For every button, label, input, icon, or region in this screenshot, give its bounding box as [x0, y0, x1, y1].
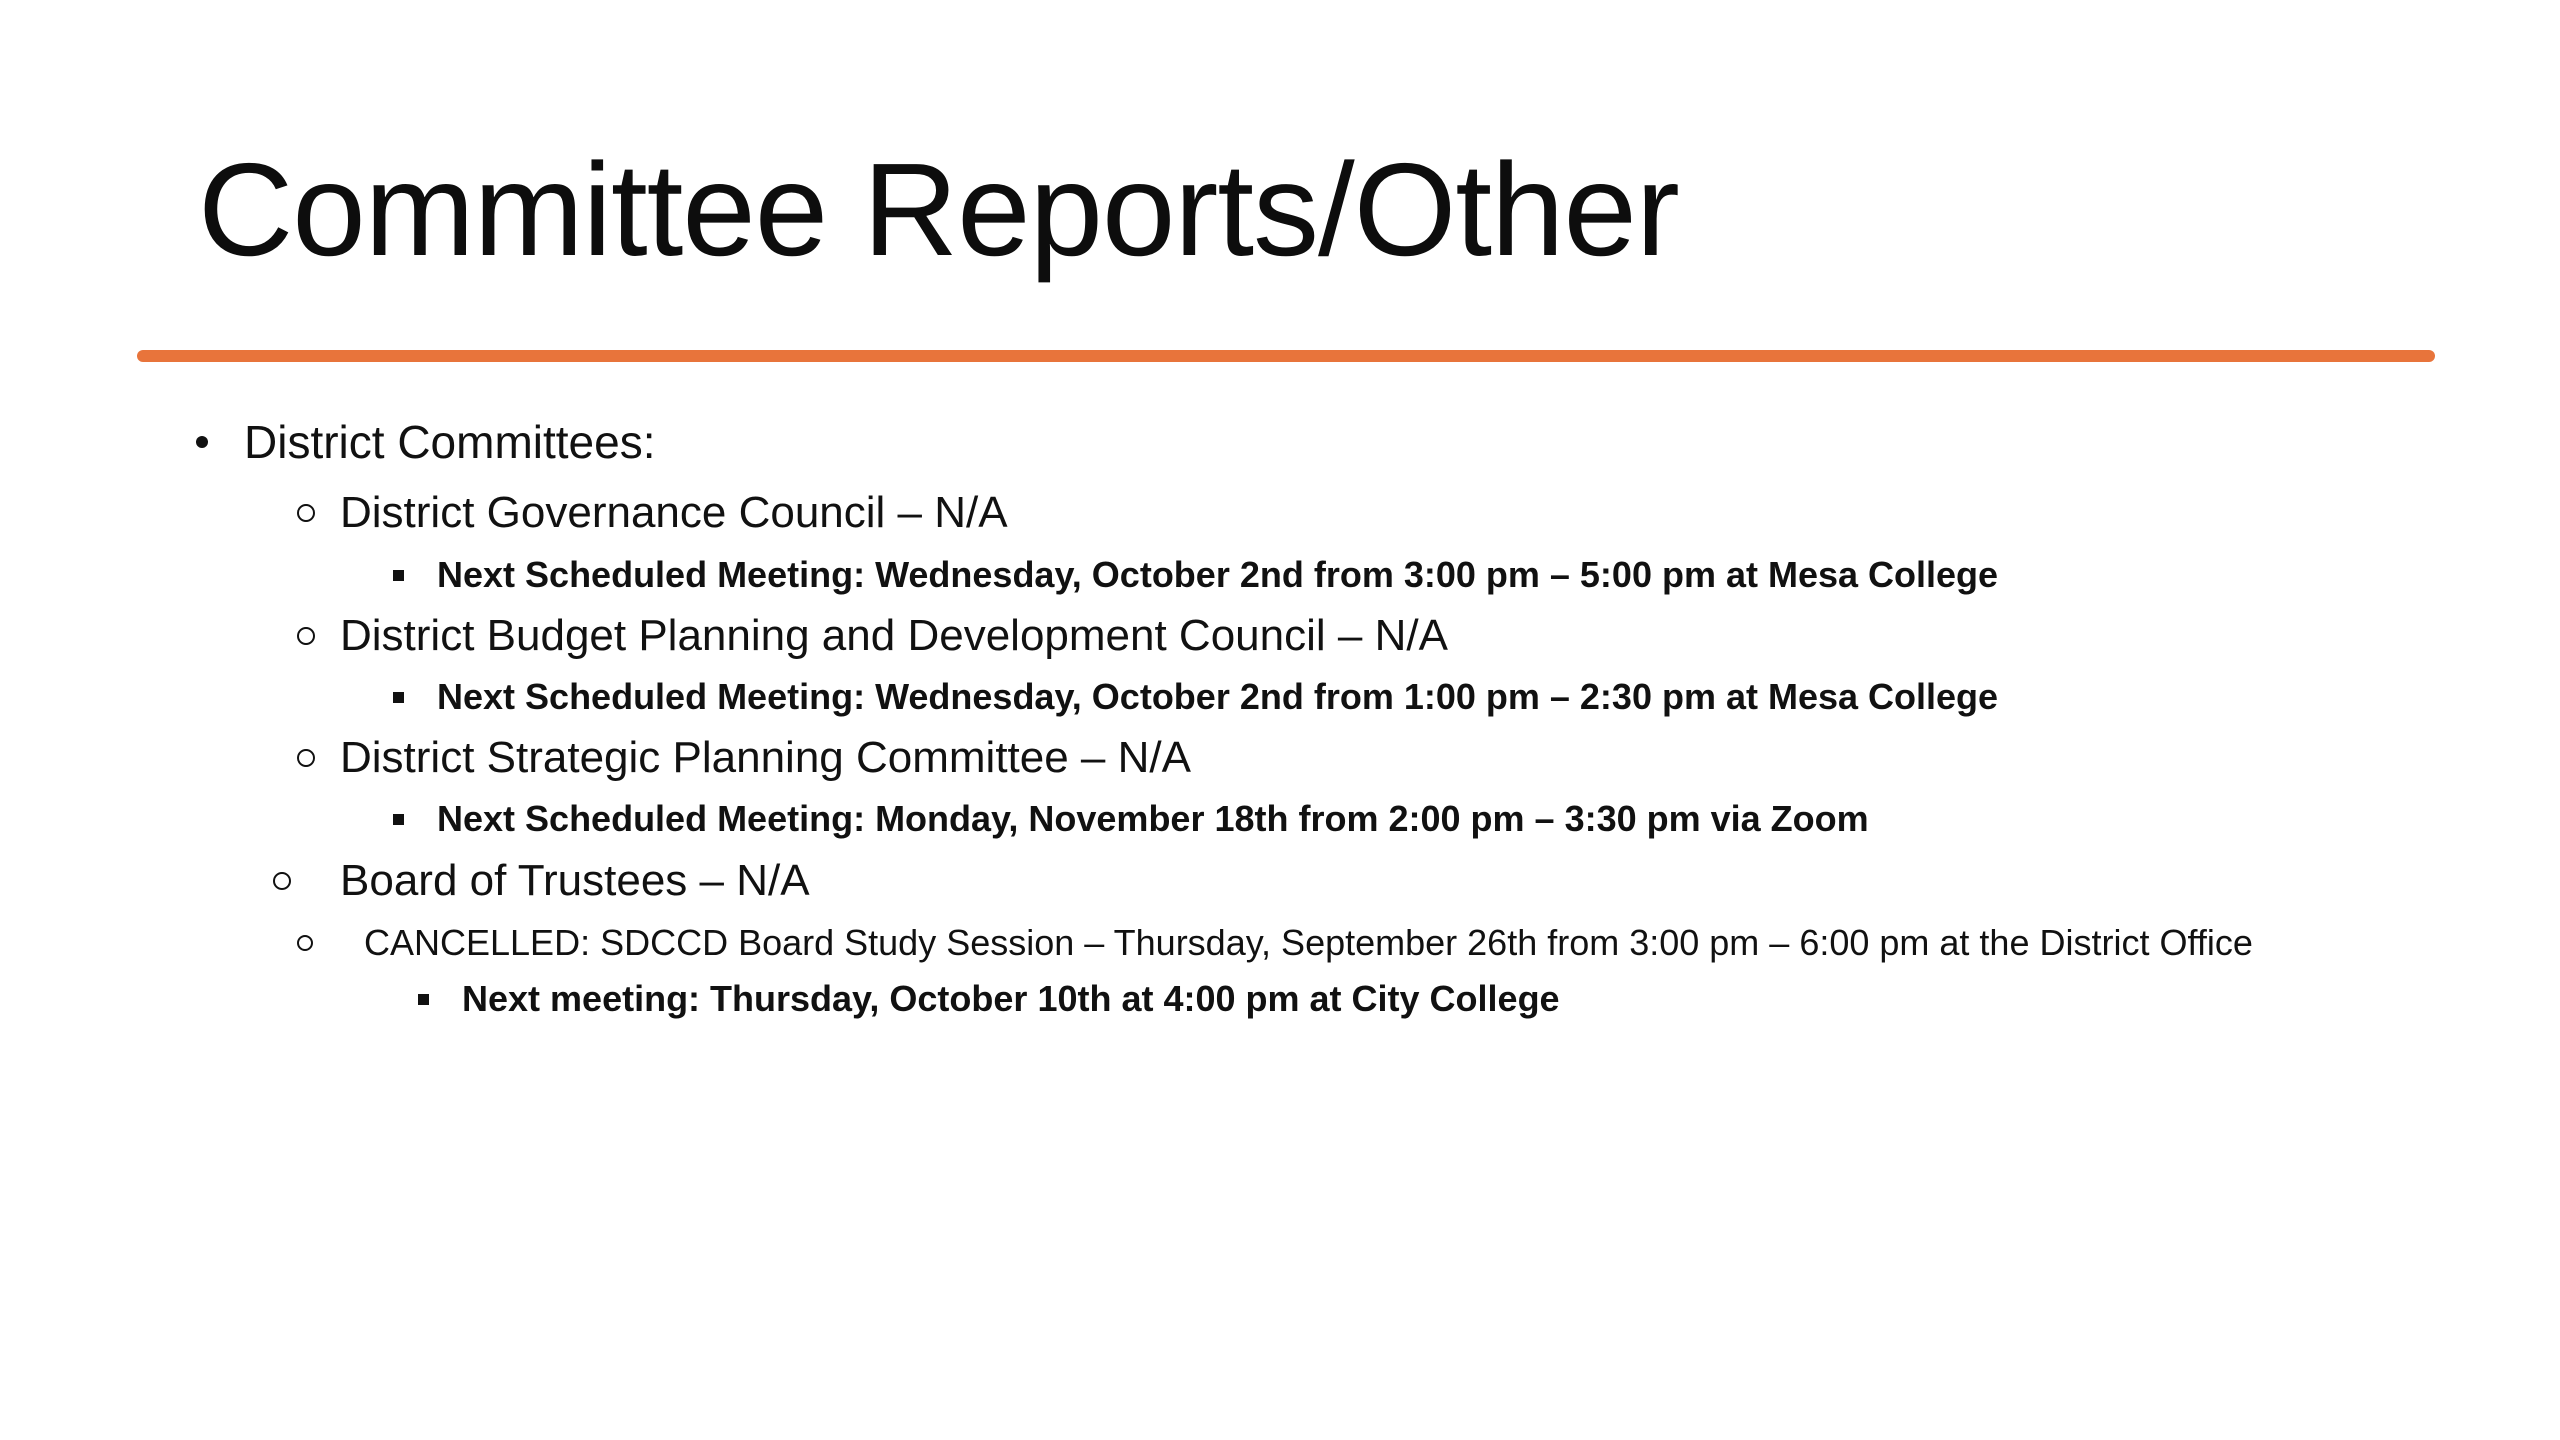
list-item-label: District Committees: [244, 416, 656, 468]
list-item-label: CANCELLED: SDCCD Board Study Session – Thursday, September 26th from 3:00 pm – 6:00 pm at the District Office [364, 922, 2253, 963]
bullet-square-icon [393, 570, 404, 581]
bullet-square-icon [393, 814, 404, 825]
list-item-label: Board of Trustees – N/A [340, 856, 810, 905]
list-item-budget-council [297, 607, 1448, 665]
bullet-circle-icon [273, 872, 291, 890]
list-item-label: Next meeting: Thursday, October 10th at 4:00 pm at City College [462, 978, 1560, 1019]
bullet-circle-icon [297, 627, 315, 645]
list-item-label: District Strategic Planning Committee – N/A [340, 733, 1191, 782]
title-underline [137, 350, 2435, 362]
slide-title: Committee Reports/Other [198, 136, 1679, 283]
list-item-board-next-meeting [418, 974, 1560, 1024]
list-item-label: Next Scheduled Meeting: Wednesday, October 2nd from 1:00 pm – 2:30 pm at Mesa College [437, 676, 1999, 717]
bullet-circle-icon [297, 749, 315, 767]
list-item-district-committees [196, 412, 655, 472]
list-item-strategic-committee [297, 729, 1191, 787]
bullet-square-icon [418, 994, 429, 1005]
list-item-cancelled-session [297, 918, 2253, 968]
bullet-square-icon [393, 692, 404, 703]
bullet-dot-icon [196, 436, 208, 448]
bullet-circle-icon [297, 935, 313, 951]
list-item-label: Next Scheduled Meeting: Monday, November 18th from 2:00 pm – 3:30 pm via Zoom [437, 798, 1869, 839]
list-item-label: District Budget Planning and Development Council – N/A [340, 611, 1448, 660]
list-item-board-of-trustees [273, 852, 810, 910]
list-item-budget-meeting [393, 672, 1998, 722]
list-item-strategic-meeting [393, 794, 1869, 844]
bullet-circle-icon [297, 504, 315, 522]
list-item-governance-council [297, 484, 1008, 542]
list-item-governance-meeting [393, 550, 1998, 600]
list-item-label: Next Scheduled Meeting: Wednesday, October 2nd from 3:00 pm – 5:00 pm at Mesa College [437, 554, 1999, 595]
list-item-label: District Governance Council – N/A [340, 488, 1008, 537]
